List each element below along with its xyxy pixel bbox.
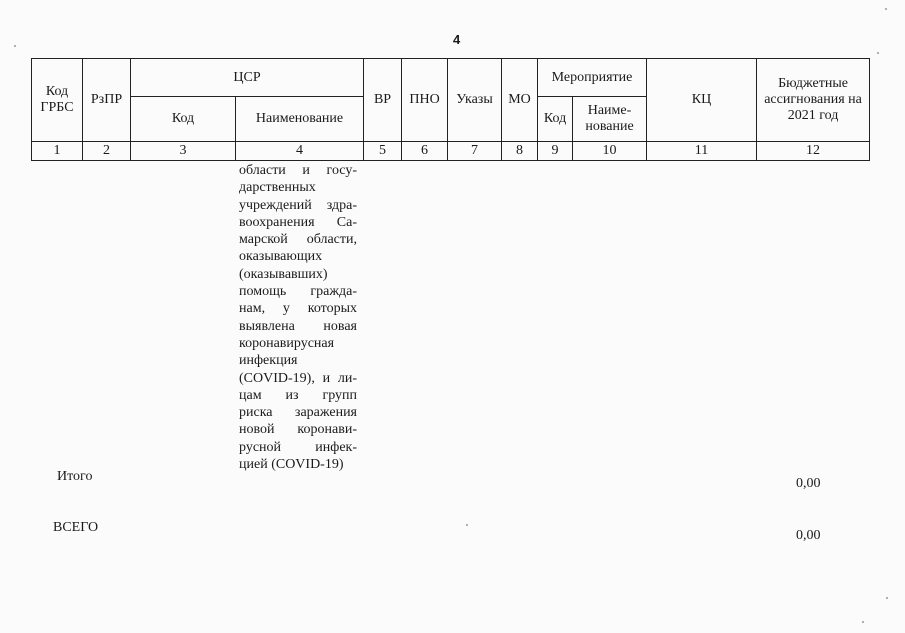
scan-speck bbox=[14, 45, 16, 47]
description-line: области и госу- bbox=[239, 163, 357, 178]
description-line: дарственных bbox=[239, 180, 316, 196]
col-header-vr: ВР bbox=[364, 59, 402, 142]
description-line: выявлена новая bbox=[239, 318, 357, 334]
description-line: риска заражения bbox=[239, 405, 357, 421]
col-number: 1 bbox=[32, 142, 83, 161]
col-number: 8 bbox=[502, 142, 538, 161]
description-line: учреждений здра- bbox=[239, 197, 357, 213]
col-header-ukazy: Указы bbox=[448, 59, 502, 142]
description-line: марской области, bbox=[239, 232, 357, 248]
page-number: 4 bbox=[453, 32, 461, 47]
scan-speck bbox=[885, 8, 887, 10]
scan-speck bbox=[886, 597, 888, 599]
col-number: 9 bbox=[538, 142, 573, 161]
col-header-kod-grbs: Код ГРБС bbox=[32, 59, 83, 142]
col-header-csr: ЦСР bbox=[131, 59, 364, 97]
description-line: помощь гражда- bbox=[239, 284, 357, 300]
description-line: коронавирусная bbox=[239, 335, 335, 351]
col-number: 10 bbox=[573, 142, 647, 161]
vsego-value: 0,00 bbox=[796, 528, 821, 543]
scan-speck bbox=[466, 524, 468, 526]
col-header-kc: КЦ bbox=[647, 59, 757, 142]
col-header-mo: МО bbox=[502, 59, 538, 142]
description-line: инфекция bbox=[239, 353, 298, 369]
description-line: цией (COVID-19) bbox=[239, 457, 344, 473]
column-number-row bbox=[32, 142, 870, 161]
description-line: цам из групп bbox=[239, 387, 357, 403]
description-line: оказывающих bbox=[239, 249, 323, 265]
col-header-meropriyatie: Мероприятие bbox=[538, 59, 647, 97]
scan-speck bbox=[862, 621, 864, 623]
col-number: 3 bbox=[131, 142, 236, 161]
description-line: (оказывавших) bbox=[239, 266, 328, 282]
budget-table-header bbox=[31, 58, 870, 161]
col-header-mer-name: Наиме-нование bbox=[573, 97, 647, 142]
scan-speck bbox=[877, 52, 879, 54]
col-number: 7 bbox=[448, 142, 502, 161]
vsego-label: ВСЕГО bbox=[53, 520, 99, 535]
itogo-value: 0,00 bbox=[796, 476, 821, 491]
description-line: (COVID-19), и ли- bbox=[239, 370, 357, 386]
col-header-pno: ПНО bbox=[402, 59, 448, 142]
col-header-mer-kod: Код bbox=[538, 97, 573, 142]
csr-description-text bbox=[239, 162, 357, 473]
col-number: 12 bbox=[757, 142, 870, 161]
description-line: новой коронави- bbox=[239, 422, 357, 438]
itogo-label: Итого bbox=[57, 469, 93, 484]
description-line: воохранения Са- bbox=[239, 214, 357, 230]
col-header-csr-name: Наименование bbox=[236, 97, 364, 142]
col-number: 2 bbox=[83, 142, 131, 161]
col-number: 6 bbox=[402, 142, 448, 161]
col-header-rzpr: РзПР bbox=[83, 59, 131, 142]
description-line: нам, у которых bbox=[239, 301, 357, 317]
col-number: 11 bbox=[647, 142, 757, 161]
col-number: 5 bbox=[364, 142, 402, 161]
col-header-budget: Бюджетные ассигнования на 2021 год bbox=[757, 59, 870, 142]
col-header-csr-kod: Код bbox=[131, 97, 236, 142]
description-line: русной инфек- bbox=[239, 439, 357, 455]
col-number: 4 bbox=[236, 142, 364, 161]
